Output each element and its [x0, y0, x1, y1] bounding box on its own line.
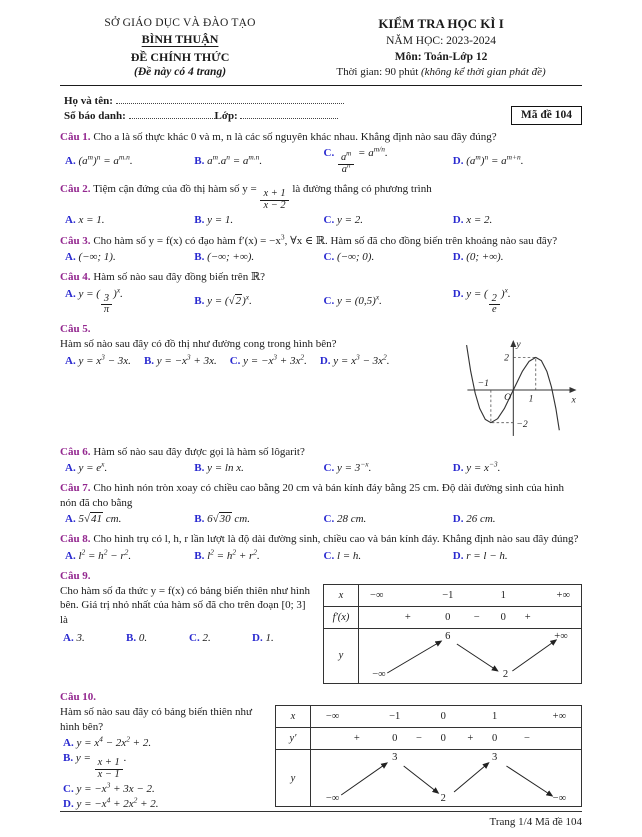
- question-5: [60, 322, 582, 438]
- option-letter: C.: [323, 251, 335, 264]
- question-text: Tiệm cận đứng của đồ thị hàm số y = $\frac{x + 1}{x - 2}$ là đường thẳng có phương trình: [93, 182, 432, 211]
- option-formula: y = ( $\frac{2}{e}$ )$^x$.: [466, 285, 511, 316]
- option-formula: $(a^m)^n = a^{m+n}$.: [466, 152, 524, 167]
- header-right: [300, 16, 582, 79]
- option-letter: C.: [323, 295, 335, 308]
- option-letter: C.: [323, 146, 335, 159]
- option-a: [65, 154, 194, 168]
- q9-variation-table: [323, 584, 582, 684]
- y-value: 2: [440, 792, 446, 804]
- option-letter: A.: [65, 462, 76, 475]
- option-a: [63, 736, 267, 750]
- option-b: [194, 546, 323, 563]
- sign: −: [416, 733, 422, 745]
- x-value: 1: [491, 711, 498, 723]
- id-label: Số báo danh:: [64, 110, 126, 123]
- question-text: Cho hình trụ có l, h, r lần lượt là độ dài đường sinh, chiều cao và bán kính đáy. Khẳng định nào sau đây đúng?: [93, 533, 579, 546]
- option-letter: C.: [323, 214, 335, 227]
- option-d: [453, 512, 582, 526]
- option-d: [320, 354, 390, 368]
- page-number: Trang 1/4 Mã đề 104: [489, 815, 582, 828]
- variation-arrows: [311, 750, 581, 806]
- exam-header: [60, 16, 582, 80]
- option-b: [63, 751, 267, 781]
- header-divider: [60, 85, 582, 86]
- x-value: −∞: [370, 589, 384, 601]
- option-formula: $y = -x^3 + 3x^2$.: [243, 352, 307, 368]
- duration-line: [300, 65, 582, 79]
- sign: 0: [440, 733, 446, 745]
- header-left: [60, 16, 300, 80]
- y-value: +∞: [554, 631, 568, 643]
- question-label: Câu 4.: [60, 271, 91, 284]
- question-text: Cho hàm số đa thức y = f(x) có bảng biến thiên như hình bên. Giá trị nhỏ nhất của hàm số đã cho trên đoạn [0; 3] là: [60, 585, 310, 626]
- option-d: [453, 461, 582, 475]
- question-5-options: [60, 354, 458, 368]
- option-letter: A.: [65, 287, 76, 300]
- option-formula: $y = x^3 - 3x^2$.: [333, 352, 390, 368]
- question-text: Cho a là số thực khác 0 và m, n là các số nguyên khác nhau. Khẳng định nào sau đây đúng?: [93, 130, 497, 143]
- option-formula: l = h.: [336, 549, 362, 562]
- option-formula: (0; +∞).: [466, 251, 504, 264]
- option-letter: B.: [63, 752, 74, 765]
- question-text: Hàm số nào sau đây có đồ thị như đường cong trong hình bên?: [60, 337, 337, 350]
- option-d: [453, 154, 582, 168]
- sign: 0: [445, 611, 451, 623]
- option-formula: $(a^m)^n = a^{m.n}$.: [78, 152, 133, 167]
- x-value: −1: [389, 711, 401, 723]
- option-letter: C.: [63, 783, 74, 796]
- option-letter: C.: [323, 512, 335, 525]
- option-c: [324, 146, 453, 176]
- option-formula: (−∞; +∞).: [207, 251, 255, 264]
- option-letter: B.: [194, 295, 205, 308]
- option-formula: $y = e^x$.: [78, 459, 108, 475]
- question-10-left: [60, 705, 275, 811]
- option-letter: C.: [323, 462, 335, 475]
- question-8-options: [60, 546, 582, 563]
- question-3: [60, 234, 582, 265]
- dept-name: SỞ GIÁO DỤC VÀ ĐÀO TẠO: [104, 17, 256, 29]
- option-b: [194, 294, 323, 308]
- sign: −: [473, 611, 480, 623]
- option-d: [453, 250, 582, 264]
- option-c: [324, 213, 453, 227]
- option-formula: 6√30 cm.: [207, 512, 250, 525]
- option-d: [63, 797, 267, 811]
- id-line: [64, 108, 582, 123]
- question-text: Hàm số nào sau đây có bảng biến thiên như hình bên?: [60, 706, 253, 733]
- question-label: Câu 6.: [60, 445, 91, 458]
- tick-minus2: −2: [516, 418, 528, 430]
- option-formula: 3.: [76, 632, 85, 644]
- page-count-note: (Đề này có 4 trang): [134, 66, 227, 79]
- question-label: Câu 8.: [60, 533, 91, 546]
- option-letter: B.: [143, 355, 155, 368]
- row-head-fprime: f′(x): [324, 607, 359, 628]
- sign: 0: [500, 611, 506, 623]
- option-formula: $y = x^4 - 2x^2 + 2$.: [76, 734, 152, 749]
- y-value: 6: [445, 631, 451, 643]
- option-letter: D.: [452, 251, 464, 264]
- id-dots: [129, 108, 215, 119]
- tick-2: 2: [504, 352, 509, 364]
- option-b: [194, 512, 323, 526]
- duration: Thời gian: 90 phút: [336, 65, 419, 78]
- y-value: 2: [502, 669, 509, 681]
- row-head-y: y: [276, 750, 311, 806]
- option-formula: y = ln x.: [207, 462, 244, 475]
- option-c: [63, 782, 267, 796]
- option-letter: B.: [194, 549, 205, 562]
- question-2-options: [60, 213, 582, 227]
- question-9-options: [60, 631, 315, 645]
- option-formula: y = 1.: [207, 214, 234, 227]
- tick-1: 1: [528, 392, 534, 404]
- option-formula: $y = (0,5)^x$.: [336, 292, 382, 308]
- option-formula: $y = -x^3 + 3x$.: [156, 352, 217, 368]
- class-label: Lớp:: [214, 110, 238, 123]
- dashed-guides-max: [513, 357, 535, 390]
- option-formula: 1.: [265, 632, 274, 644]
- option-a: [65, 354, 131, 368]
- option-formula: $y = x^3 - 3x$.: [78, 352, 131, 368]
- question-1: [60, 130, 582, 176]
- option-a: [65, 213, 194, 227]
- option-letter: D.: [252, 632, 263, 644]
- option-letter: A.: [65, 355, 76, 368]
- exam-title: KIỂM TRA HỌC KÌ I: [378, 16, 504, 31]
- option-formula: y = ( $\frac{3}{\pi}$ )$^x$.: [78, 285, 123, 316]
- option-d: [453, 549, 582, 563]
- option-formula: $\frac{a^m}{a^n}$ = $a^{m/n}$.: [337, 147, 388, 159]
- row-head-x: x: [276, 706, 311, 727]
- option-a: [63, 631, 126, 645]
- question-label: Câu 3.: [60, 234, 91, 247]
- name-dots: [116, 93, 344, 104]
- question-1-options: [60, 146, 582, 176]
- option-c: [230, 354, 307, 368]
- option-d: [453, 213, 582, 227]
- question-3-options: [60, 250, 582, 264]
- option-letter: A.: [65, 251, 76, 264]
- option-formula: 5√41 cm.: [78, 512, 122, 525]
- option-letter: A.: [65, 549, 76, 562]
- class-dots: [240, 108, 338, 119]
- sign: 0: [392, 733, 398, 745]
- option-b: [126, 631, 189, 645]
- question-4: [60, 270, 582, 316]
- option-formula: x = 1.: [78, 214, 105, 227]
- option-letter: A.: [63, 737, 74, 749]
- sign: −: [524, 733, 530, 745]
- option-formula: y = $\frac{x + 1}{x - 1}$ .: [75, 752, 127, 781]
- sign: 0: [491, 733, 498, 745]
- option-letter: B.: [126, 632, 137, 644]
- option-a: [65, 287, 194, 317]
- question-9: [60, 569, 582, 684]
- option-formula: $y = x^{-3}$.: [466, 459, 501, 475]
- option-letter: B.: [194, 251, 205, 264]
- option-b: [194, 213, 323, 227]
- x-value: 0: [440, 711, 446, 723]
- school-year: NĂM HỌC: 2023-2024: [386, 34, 496, 47]
- option-d: [252, 631, 315, 645]
- question-4-options: [60, 287, 582, 317]
- name-line: [64, 93, 582, 108]
- option-formula: x = 2.: [466, 214, 493, 227]
- option-letter: C.: [189, 632, 200, 644]
- option-letter: D.: [452, 154, 464, 167]
- option-letter: A.: [65, 214, 76, 227]
- question-7: [60, 481, 582, 526]
- option-formula: 0.: [138, 632, 148, 644]
- option-a: [65, 512, 194, 526]
- option-formula: $y = -x^4 + 2x^2 + 2$.: [76, 795, 159, 811]
- question-label: Câu 10.: [60, 691, 97, 704]
- option-formula: (−∞; 0).: [336, 251, 375, 264]
- option-a: [65, 250, 194, 264]
- tick-minus1: −1: [477, 377, 489, 389]
- question-label: Câu 5.: [60, 323, 91, 336]
- option-formula: $y = 3^{-x}$.: [336, 459, 372, 475]
- question-10: [60, 690, 582, 812]
- option-formula: r = l − h.: [466, 549, 508, 562]
- option-formula: 2.: [202, 632, 211, 644]
- student-info: [60, 93, 582, 124]
- sign: +: [467, 733, 474, 745]
- option-letter: B.: [194, 462, 205, 475]
- sign: +: [404, 611, 411, 623]
- question-6: [60, 445, 582, 476]
- variation-arrows: [359, 629, 581, 683]
- x-axis-label: x: [571, 394, 576, 406]
- option-letter: B.: [194, 154, 205, 167]
- option-c: [189, 631, 252, 645]
- subject-line: Môn: Toán-Lớp 12: [394, 50, 488, 63]
- y-value: −∞: [552, 792, 567, 804]
- question-text: Cho hàm số y = f(x) có đạo hàm $f'(x) = -x^3$, ∀x ∈ ℝ. Hàm số đã cho đồng biến trên khoảng nào sau đây?: [93, 232, 558, 247]
- option-letter: D.: [452, 214, 464, 227]
- option-letter: A.: [65, 512, 76, 525]
- option-c: [324, 512, 453, 526]
- q5-cubic-graph: [464, 337, 582, 439]
- origin-label: O: [504, 391, 512, 403]
- option-letter: A.: [63, 632, 74, 644]
- x-value: −∞: [325, 711, 340, 723]
- option-b: [194, 250, 323, 264]
- option-formula: $l^2 = h^2 + r^2$.: [207, 546, 260, 562]
- option-letter: C.: [229, 355, 241, 368]
- official-exam-label: ĐỀ CHÍNH THỨC: [130, 49, 230, 64]
- option-letter: D.: [63, 798, 74, 811]
- option-letter: D.: [452, 512, 464, 525]
- question-label: Câu 2.: [60, 182, 91, 195]
- x-value: 1: [500, 589, 506, 601]
- option-c: [324, 549, 453, 563]
- question-label: Câu 1.: [60, 130, 91, 143]
- option-a: [65, 546, 194, 563]
- question-8: [60, 532, 582, 563]
- option-formula: $a^m.a^n = a^{m.n}$.: [207, 152, 263, 167]
- question-label: Câu 9.: [60, 569, 91, 582]
- row-head-yprime: y′: [276, 728, 311, 749]
- y-value: 3: [491, 752, 498, 764]
- option-c: [324, 250, 453, 264]
- question-9-left: [60, 584, 323, 645]
- y-value: 3: [392, 752, 398, 764]
- option-formula: 26 cm.: [466, 512, 496, 525]
- question-10-options: [60, 736, 267, 812]
- option-formula: (−∞; 1).: [78, 251, 116, 264]
- option-b: [144, 354, 217, 368]
- question-text: Hàm số nào sau đây được gọi là hàm số lôgarit?: [93, 445, 305, 458]
- option-formula: y = 2.: [336, 214, 364, 227]
- option-letter: D.: [452, 287, 464, 300]
- page-footer: [60, 811, 582, 829]
- y-value: −∞: [372, 669, 386, 681]
- option-d: [453, 287, 582, 317]
- row-head-y: y: [324, 629, 359, 683]
- option-letter: B.: [194, 214, 205, 227]
- option-c: [324, 461, 453, 475]
- exam-code-badge: Mã đề 104: [511, 106, 582, 125]
- option-formula: $l^2 = h^2 - r^2$.: [78, 546, 132, 562]
- option-formula: $y = (√2)^x$.: [207, 292, 252, 308]
- option-letter: D.: [319, 355, 331, 368]
- x-value: −1: [442, 589, 454, 601]
- x-value: +∞: [552, 711, 567, 723]
- option-letter: D.: [452, 549, 464, 562]
- option-letter: C.: [323, 549, 335, 562]
- row-head-x: x: [324, 585, 359, 606]
- y-value: −∞: [325, 792, 340, 804]
- option-c: [324, 294, 453, 308]
- x-value: +∞: [556, 589, 570, 601]
- question-7-options: [60, 512, 582, 526]
- option-formula: 28 cm.: [336, 512, 367, 525]
- y-axis-label: y: [516, 338, 521, 350]
- question-label: Câu 7.: [60, 482, 91, 495]
- question-6-options: [60, 461, 582, 475]
- option-a: [65, 461, 194, 475]
- question-text: Hàm số nào sau đây đồng biến trên ℝ?: [93, 271, 265, 284]
- option-letter: A.: [65, 154, 76, 167]
- sign: +: [353, 733, 360, 745]
- dept-region: BÌNH THUẬN: [141, 31, 219, 46]
- duration-note: (không kể thời gian phát đề): [421, 65, 546, 78]
- option-b: [194, 154, 323, 168]
- q10-variation-table: [275, 705, 582, 807]
- option-formula: $y = -x^3 + 3x - 2$.: [76, 780, 155, 796]
- sign: +: [524, 611, 531, 623]
- option-letter: B.: [194, 512, 205, 525]
- option-letter: D.: [452, 462, 464, 475]
- question-2: [60, 182, 582, 228]
- option-b: [194, 461, 323, 475]
- question-text: Cho hình nón tròn xoay có chiều cao bằng 20 cm và bán kính đáy bằng 25 cm. Độ dài đường sinh của hình nón đã cho bằng: [60, 482, 564, 509]
- name-label: Họ và tên:: [64, 95, 113, 108]
